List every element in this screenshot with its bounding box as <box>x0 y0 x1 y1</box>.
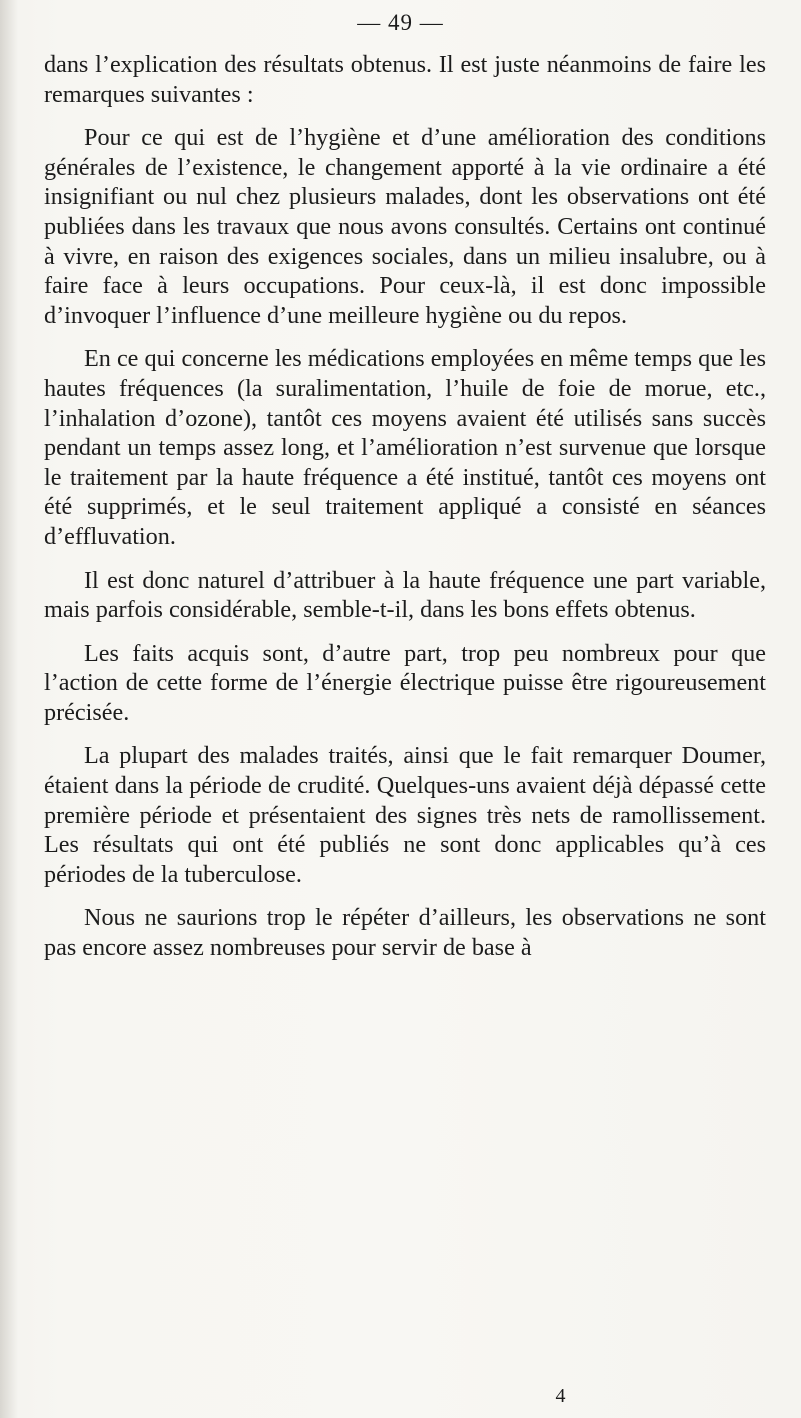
paragraph-7: Nous ne saurions trop le répéter d’ailleurs, les observations ne sont pas encore assez nombreuses pour servir de base à <box>44 904 766 962</box>
paragraph-2: Pour ce qui est de l’hygiène et d’une amélioration des conditions générales de l’existence, le changement apporté à la vie ordinaire a été insignifiant ou nul chez plusieurs malades, dont les observations ont été publiées dans les travaux que nous avons consultés. Certains ont continué à vivre, en raison des exigences sociales, dans un milieu insalubre, ou à faire face à leurs occupations. Pour ceux-là, il est donc impossible d’invoquer l’influence d’une meilleure hygiène ou du repos. <box>44 124 766 329</box>
paragraph-5: Les faits acquis sont, d’autre part, trop peu nombreux pour que l’action de cette forme de l’énergie électrique puisse être rigoureusement précisée. <box>44 639 766 726</box>
paragraph-3: En ce qui concerne les médications employées en même temps que les hautes fréquences (la suralimentation, l’huile de foie de morue, etc., l’inhalation d’ozone), tantôt ces moyens avaient été utilisés sans succès pendant un temps assez long, et l’amélioration n’est survenue que lorsque le traitement par la haute fréquence a été institué, tantôt ces moyens ont été supprimés, et le seul traitement appliqué a consisté en séances d’effluvation. <box>44 345 766 550</box>
paragraph-6: La plupart des malades traités, ainsi que le fait remarquer Doumer, étaient dans la période de crudité. Quelques-uns avaient déjà dépassé cette première période et présentaient des signes très nets de ramollissement. Les résultats qui ont été publiés ne sont donc applicables qu’à ces périodes de la tuberculose. <box>44 742 766 888</box>
signature-number: 4 <box>555 1385 566 1407</box>
signature-mark <box>0 1385 801 1408</box>
page-number: — 49 — <box>357 10 444 35</box>
paragraph-1: dans l’explication des résultats obtenus. Il est juste néanmoins de faire les remarques suivantes : <box>44 51 766 108</box>
binding-shadow <box>0 0 18 1418</box>
body-text <box>44 50 766 963</box>
paragraph-4: Il est donc naturel d’attribuer à la haute fréquence une part variable, mais parfois considérable, semble-t-il, dans les bons effets obtenus. <box>44 566 766 624</box>
